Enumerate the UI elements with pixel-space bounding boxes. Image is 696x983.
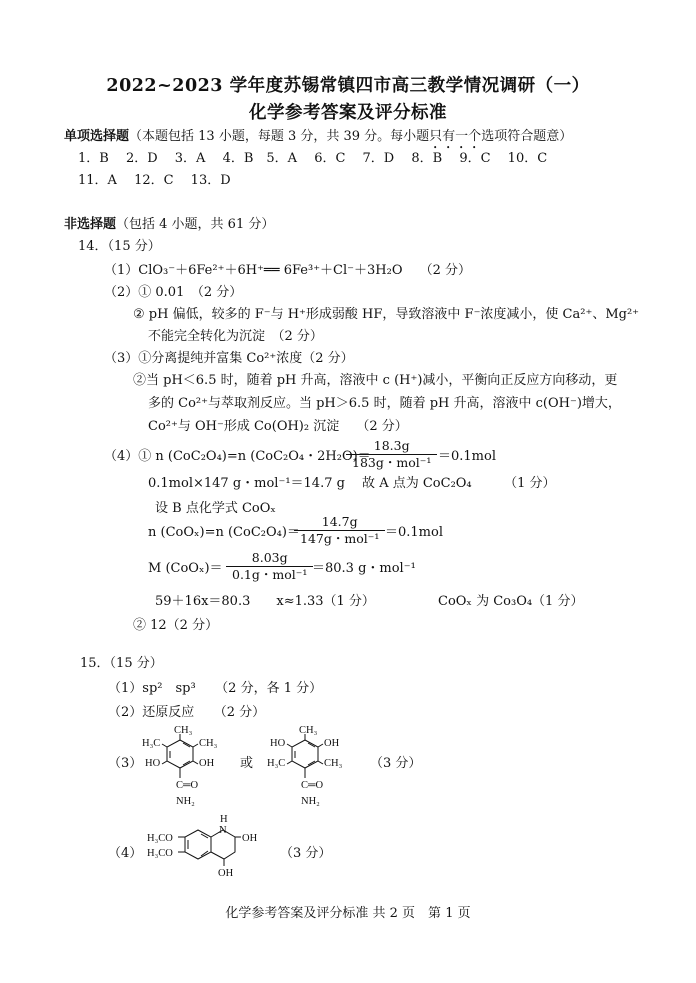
q14-part4-line5b: CoOₓ 为 Co₃O₄（1 分） xyxy=(438,594,584,609)
nmc-heading: 非选择题 xyxy=(64,217,117,232)
structure-b-left-top: HO xyxy=(270,738,286,749)
q15-part3-score: （3 分） xyxy=(370,756,422,771)
q14-part4-line2: 0.1mol×147 g・mol⁻¹＝14.7 g 故 A 点为 CoC₂O₄ （1 分） xyxy=(148,476,556,491)
q15-part3-label: （3） xyxy=(108,756,143,771)
structure-c-methoxy-2: H₃CO xyxy=(147,848,173,859)
q14-part3a: （3）①分离提纯并富集 Co²⁺浓度（2 分） xyxy=(104,351,354,366)
fraction1-numerator: 18.3g xyxy=(346,438,437,455)
q14-part4-line3: 设 B 点化学式 CoOₓ xyxy=(155,501,276,516)
structure-b-amine: NH₂ xyxy=(301,796,320,807)
structure-b-benzene-ring xyxy=(292,740,318,768)
q14-part1: （1）ClO₃⁻＋6Fe²⁺＋6H⁺══ 6Fe³⁺＋Cl⁻＋3H₂O （2 分） xyxy=(104,263,472,278)
q15-part4-score: （3 分） xyxy=(280,846,332,861)
q14-part4-fraction1 xyxy=(346,438,437,471)
structure-c-oh-right: OH xyxy=(242,833,258,844)
structure-b-right-bottom: CH₃ xyxy=(324,758,343,769)
structure-a-right-top: CH₃ xyxy=(199,738,218,749)
q14-part4-fraction2 xyxy=(294,514,385,547)
structure-a-diagram xyxy=(140,726,230,808)
structure-a-top: CH₃ xyxy=(174,726,193,736)
nmc-info: （包括 4 小题，共 61 分） xyxy=(116,217,275,232)
q14-part4-eq3-lhs: M (CoOₓ)＝ xyxy=(148,561,223,576)
structure-c-diagram xyxy=(143,814,268,880)
fraction2-numerator: 14.7g xyxy=(294,514,385,531)
q14-part3b-line1: ②当 pH＜6.5 时，随着 pH 升高，溶液中 c (H⁺)减小，平衡向正反应方向移动，更 xyxy=(133,373,618,388)
mc-info-post: 选项符合题意） xyxy=(481,129,573,144)
q14-part4-eq3-rhs: ＝80.3 g・mol⁻¹ xyxy=(312,561,416,576)
q14-part4-part2: ② 12（2 分） xyxy=(133,618,219,633)
structure-a-carbonyl: C═O xyxy=(176,780,199,791)
mc-answers-row2: 11．A 12．C 13．D xyxy=(78,173,231,188)
page-title: 2022~2023 学年度苏锡常镇四市高三教学情况调研（一） xyxy=(106,76,590,96)
nmc-header xyxy=(64,216,274,234)
mc-info-pre: （本题包括 13 小题，每题 3 分，共 39 分。每小题 xyxy=(129,129,430,144)
structure-a-left-top: H₃C xyxy=(142,738,161,749)
fraction1-denominator: 183g・mol⁻¹ xyxy=(352,455,432,470)
q14-part3b-line2: 多的 Co²⁺与萃取剂反应。当 pH＞6.5 时，随着 pH 升高，溶液中 c(OH⁻)增大， xyxy=(148,396,621,411)
page-subtitle: 化学参考答案及评分标准 xyxy=(249,103,447,123)
q15-part4-label: （4） xyxy=(108,846,143,861)
q15-number: 15．（15 分） xyxy=(80,656,163,671)
q14-part2b-line1: ② pH 偏低，较多的 F⁻与 H⁺形成弱酸 HF，导致溶液中 F⁻浓度减小，使 Ca²⁺、Mg²⁺ xyxy=(133,307,640,322)
structure-b-diagram xyxy=(265,726,355,808)
mc-heading: 单项选择题 xyxy=(64,129,130,144)
structure-a-left-bottom: HO xyxy=(145,758,161,769)
structure-c-h: H xyxy=(220,814,228,825)
structure-a-right-bottom: OH xyxy=(199,758,215,769)
structure-a-amine: NH₂ xyxy=(176,796,195,807)
q15-part2: （2）还原反应 （2 分） xyxy=(108,705,266,720)
structure-b-right-top: OH xyxy=(324,738,340,749)
q14-part4-eq1-lhs: （4）① n (CoC₂O₄)=n (CoC₂O₄・2H₂O)＝ xyxy=(104,449,371,464)
structure-c-oh-bottom: OH xyxy=(218,868,234,879)
q14-part4-line5a: 59＋16x＝80.3 x≈1.33（1 分） xyxy=(155,594,375,609)
q14-part2a: （2）① 0.01 （2 分） xyxy=(104,285,243,300)
q14-part4-eq2-lhs: n (CoOₓ)=n (CoC₂O₄)＝ xyxy=(148,525,300,540)
q14-part4-eq1-rhs: ＝0.1mol xyxy=(438,449,496,464)
mc-header xyxy=(64,128,572,152)
q14-part2b-line2: 不能完全转化为沉淀 （2 分） xyxy=(148,329,323,344)
q14-number: 14．（15 分） xyxy=(78,239,161,254)
structure-c-benzene-ring xyxy=(185,830,211,859)
fraction2-denominator: 147g・mol⁻¹ xyxy=(300,531,380,546)
structure-b-carbonyl: C═O xyxy=(301,780,324,791)
mc-answers-row1: 1．B 2．D 3．A 4．B 5．A 6．C 7．D 8．B 9．C 10．C xyxy=(78,151,548,166)
mc-info-dotted: 只有一个 xyxy=(429,129,482,144)
structure-b-left-bottom: H₃C xyxy=(267,758,286,769)
q14-part4-eq2-rhs: ＝0.1mol xyxy=(385,525,443,540)
q15-part1: （1）sp² sp³ （2 分，各 1 分） xyxy=(108,681,323,696)
structure-c-methoxy-1: H₃CO xyxy=(147,833,173,844)
structure-b-top: CH₃ xyxy=(299,726,318,736)
fraction3-numerator: 8.03g xyxy=(226,550,313,567)
q14-part4-fraction3 xyxy=(226,550,313,583)
page-footer: 化学参考答案及评分标准 共 2 页 第 1 页 xyxy=(225,906,471,921)
q14-part3b-line3: Co²⁺与 OH⁻形成 Co(OH)₂ 沉淀 （2 分） xyxy=(148,419,408,434)
structure-c-n: N xyxy=(219,825,227,836)
q15-part3-or: 或 xyxy=(240,756,254,771)
fraction3-denominator: 0.1g・mol⁻¹ xyxy=(232,567,308,582)
structure-a-benzene-ring xyxy=(167,740,193,768)
